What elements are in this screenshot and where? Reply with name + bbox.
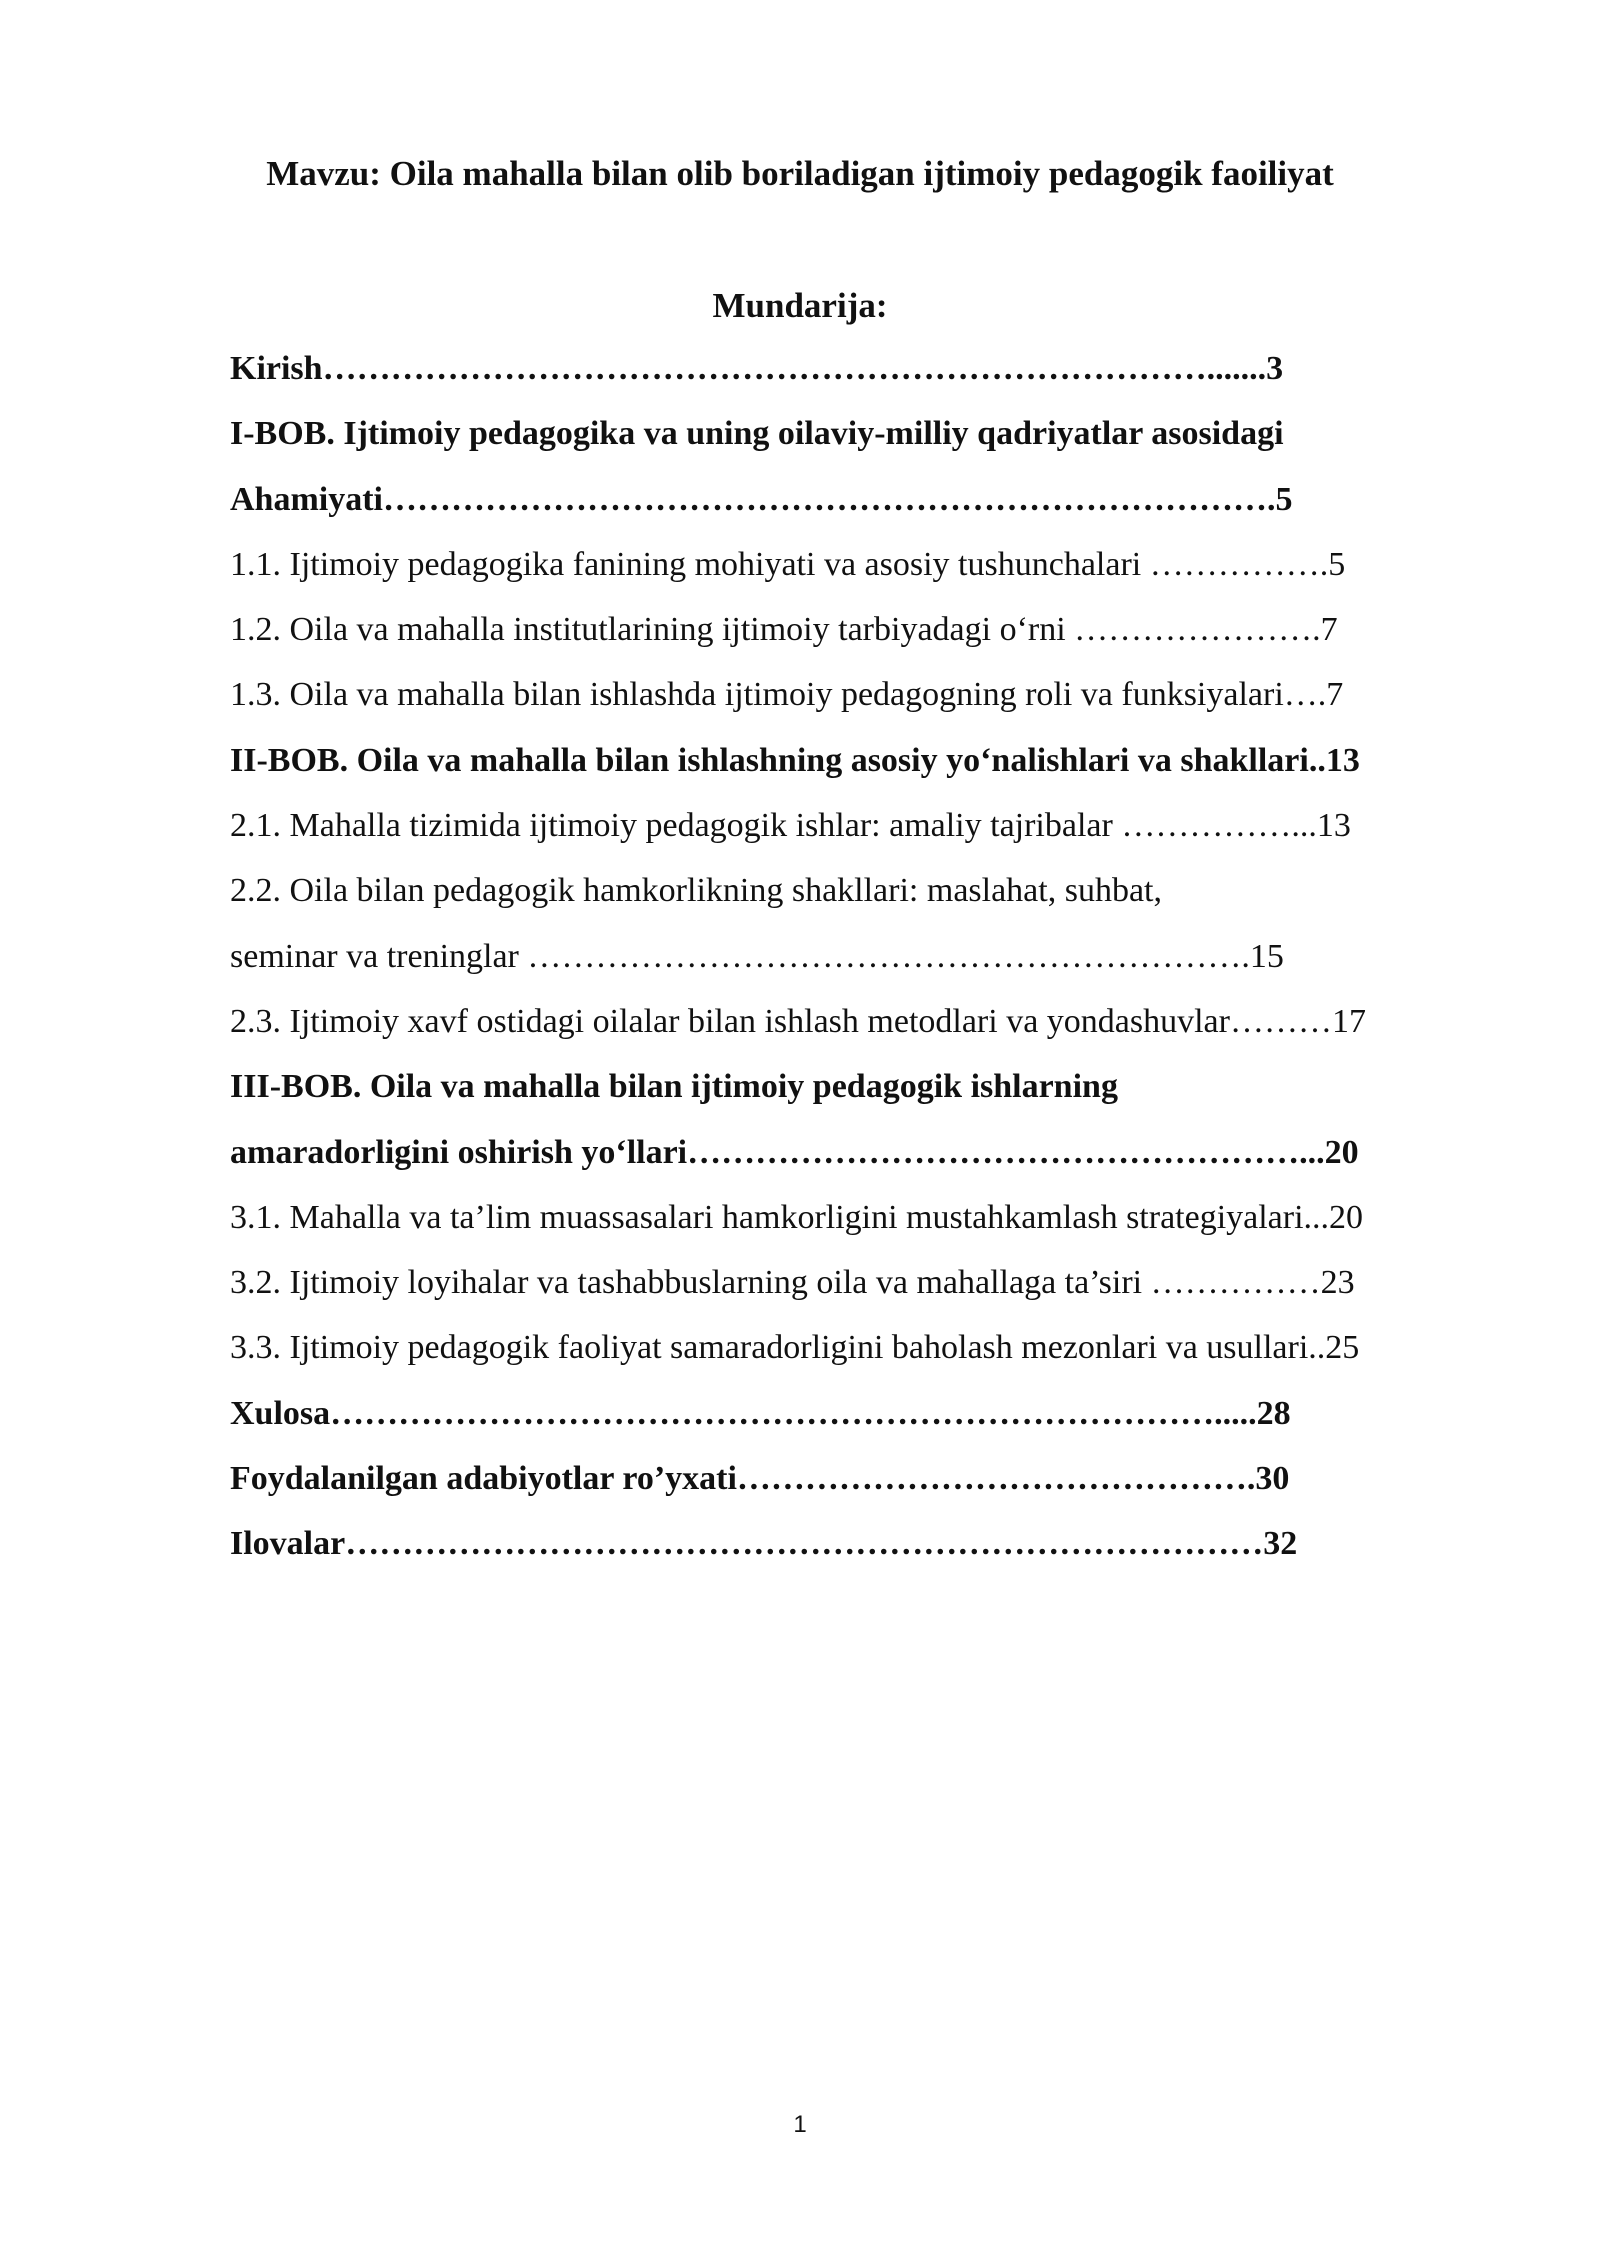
- toc-entry: Xulosa…………………………………………………………………….....28: [230, 1394, 1291, 1432]
- toc-entry: 1.1. Ijtimoiy pedagogika fanining mohiyati va asosiy tushunchalari …………….5: [230, 545, 1346, 583]
- toc-entry: amaradorligini oshirish yo‘llari………………………………………………...20: [230, 1133, 1359, 1171]
- toc-entry: 3.2. Ijtimoiy loyihalar va tashabbuslarning oila va mahallaga ta’siri ……………23: [230, 1264, 1355, 1302]
- toc-entry: 1.3. Oila va mahalla bilan ishlashda ijtimoiy pedagogning roli va funksiyalari….7: [230, 676, 1344, 714]
- page-number: 1: [793, 2111, 807, 2138]
- toc-entry: III-BOB. Oila va mahalla bilan ijtimoiy pedagogik ishlarning: [230, 1068, 1118, 1106]
- toc-entry: 1.2. Oila va mahalla institutlarining ijtimoiy tarbiyadagi o‘rni ………………….7: [230, 611, 1338, 649]
- toc-entry: 2.1. Mahalla tizimida ijtimoiy pedagogik ishlar: amaliy tajribalar ……………...13: [230, 807, 1351, 845]
- toc-entry: 2.3. Ijtimoiy xavf ostidagi oilalar bilan ishlash metodlari va yondashuvlar………17: [230, 1002, 1366, 1040]
- toc-entry: I-BOB. Ijtimoiy pedagogika va uning oilaviy-milliy qadriyatlar asosidagi: [230, 415, 1284, 453]
- toc-entry: Kirish…………………………………………………………………….......3: [230, 350, 1284, 387]
- toc-entry: Foydalanilgan adabiyotlar ro’yxati……………………………………….30: [230, 1460, 1290, 1498]
- toc-entry: Ilovalar………………………………………………………………………32: [230, 1525, 1298, 1563]
- toc-entry: 2.2. Oila bilan pedagogik hamkorlikning shakllari: maslahat, suhbat,: [230, 872, 1162, 910]
- toc-entry: 3.3. Ijtimoiy pedagogik faoliyat samaradorligini baholash mezonlari va usullari..25: [230, 1329, 1360, 1367]
- table-of-contents: [230, 345, 1500, 1586]
- toc-entry: II-BOB. Oila va mahalla bilan ishlashning asosiy yo‘nalishlari va shakllari..13: [230, 741, 1360, 779]
- toc-entry: seminar va treninglar ……………………………………………………….15: [230, 937, 1284, 975]
- toc-heading: Mundarija:: [712, 286, 888, 325]
- document-title: Mavzu: Oila mahalla bilan olib boriladigan ijtimoiy pedagogik faoiliyat: [266, 154, 1334, 193]
- toc-entry: 3.1. Mahalla va ta’lim muassasalari hamkorligini mustahkamlash strategiyalari...20: [230, 1198, 1364, 1236]
- toc-entry: Ahamiyati…………………………………………………………………….5: [230, 480, 1293, 518]
